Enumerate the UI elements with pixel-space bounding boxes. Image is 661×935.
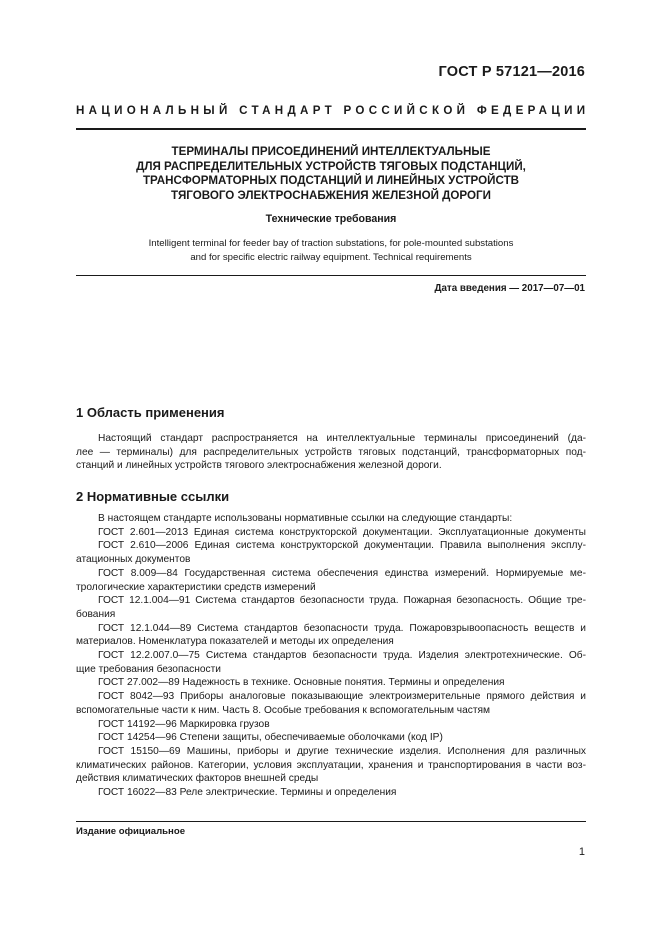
reference-line: материалов. Номенклатура показателей и методы их определения xyxy=(76,636,394,648)
reference-line: ГОСТ 14192—96 Маркировка грузов xyxy=(98,718,270,730)
reference-line: ГОСТ 12.1.004—91 Система стандартов безопасности труда. Пожарная безопасность. Общие тре- xyxy=(98,595,586,607)
title-line: ДЛЯ РАСПРЕДЕЛИТЕЛЬНЫХ УСТРОЙСТВ ТЯГОВЫХ ПОДСТАНЦИЙ, xyxy=(136,159,526,173)
english-title-line: Intelligent terminal for feeder bay of traction substations, for pole-mounted substations xyxy=(148,238,514,249)
national-standard-heading: НАЦИОНАЛЬНЫЙ СТАНДАРТ РОССИЙСКОЙ ФЕДЕРАЦИИ xyxy=(76,104,590,117)
english-title xyxy=(76,237,586,265)
title-line: ТРАНСФОРМАТОРНЫХ ПОДСТАНЦИЙ И ЛИНЕЙНЫХ УСТРОЙСТВ xyxy=(142,174,520,187)
text-line: станций и линейных устройств тягового электроснабжения железной дороги. xyxy=(76,460,442,472)
reference-line: ГОСТ 16022—83 Реле электрические. Термины и определения xyxy=(98,787,397,799)
section-heading: 2 Нормативные ссылки xyxy=(76,489,230,504)
reference-line: трологические характеристики средств измерений xyxy=(76,581,316,593)
introduction-date: Дата введения — 2017—07—01 xyxy=(434,283,585,294)
footer-divider xyxy=(76,821,586,822)
reference-line: ГОСТ 12.2.007.0—75 Система стандартов безопасности труда. Изделия электротехнические. Об- xyxy=(98,650,586,662)
reference-line: действия климатических факторов внешней среды xyxy=(76,773,319,785)
top-divider xyxy=(76,128,586,130)
text-line: Настоящий стандарт распространяется на интеллектуальные терминалы присоединений (да- xyxy=(98,433,586,444)
document-subtitle: Технические требования xyxy=(265,213,397,225)
reference-line: вспомогательные части к ним. Часть 8. Особые требования к вспомогательным частям xyxy=(76,704,491,716)
reference-line: бования xyxy=(76,608,116,620)
reference-line: ГОСТ 8.009—84 Государственная система обеспечения единства измерений. Нормируемые ме- xyxy=(98,567,586,579)
title-line: ТЕРМИНАЛЫ ПРИСОЕДИНЕНИЙ ИНТЕЛЛЕКТУАЛЬНЫЕ xyxy=(171,145,491,158)
reference-line: ГОСТ 2.601—2013 Единая система конструкторской документации. Эксплуатационные документы xyxy=(98,526,586,538)
reference-line: щие требования безопасности xyxy=(76,663,221,675)
section-body xyxy=(76,512,586,800)
document-number: ГОСТ Р 57121—2016 xyxy=(438,64,585,80)
title-line: ТЯГОВОГО ЭЛЕКТРОСНАБЖЕНИЯ ЖЕЛЕЗНОЙ ДОРОГИ xyxy=(171,188,491,202)
reference-line: ГОСТ 14254—96 Степени защиты, обеспечиваемые оболочками (код IP) xyxy=(98,732,443,744)
text-line: лее — терминалы) для распределительных устройств тяговых подстанций, трансформаторных под- xyxy=(76,446,586,458)
section-heading: 1 Область применения xyxy=(76,405,225,420)
reference-line: ГОСТ 12.1.044—89 Система стандартов безопасности труда. Пожаровзрывоопасность веществ и xyxy=(98,622,586,634)
title-divider xyxy=(76,275,586,276)
document-title xyxy=(76,145,586,203)
english-title-line: and for specific electric railway equipment. Technical requirements xyxy=(190,252,472,263)
text-line: В настоящем стандарте использованы нормативные ссылки на следующие стандарты: xyxy=(98,513,513,524)
reference-line: ГОСТ 27.002—89 Надежность в технике. Основные понятия. Термины и определения xyxy=(98,677,505,689)
reference-line: ГОСТ 15150—69 Машины, приборы и другие технические изделия. Исполнения для различных xyxy=(98,745,586,757)
reference-line: ГОСТ 8042—93 Приборы аналоговые показывающие электроизмерительные прямого действия и xyxy=(98,691,586,703)
page-number: 1 xyxy=(578,846,585,858)
reference-line: климатических районов. Категории, условия эксплуатации, хранения и транспортирования в части воз- xyxy=(76,759,586,771)
reference-line: атационных документов xyxy=(76,554,191,566)
edition-label: Издание официальное xyxy=(76,826,186,837)
section-body xyxy=(76,432,586,473)
reference-line: ГОСТ 2.610—2006 Единая система конструкторской документации. Правила выполнения эксплу- xyxy=(98,540,586,552)
